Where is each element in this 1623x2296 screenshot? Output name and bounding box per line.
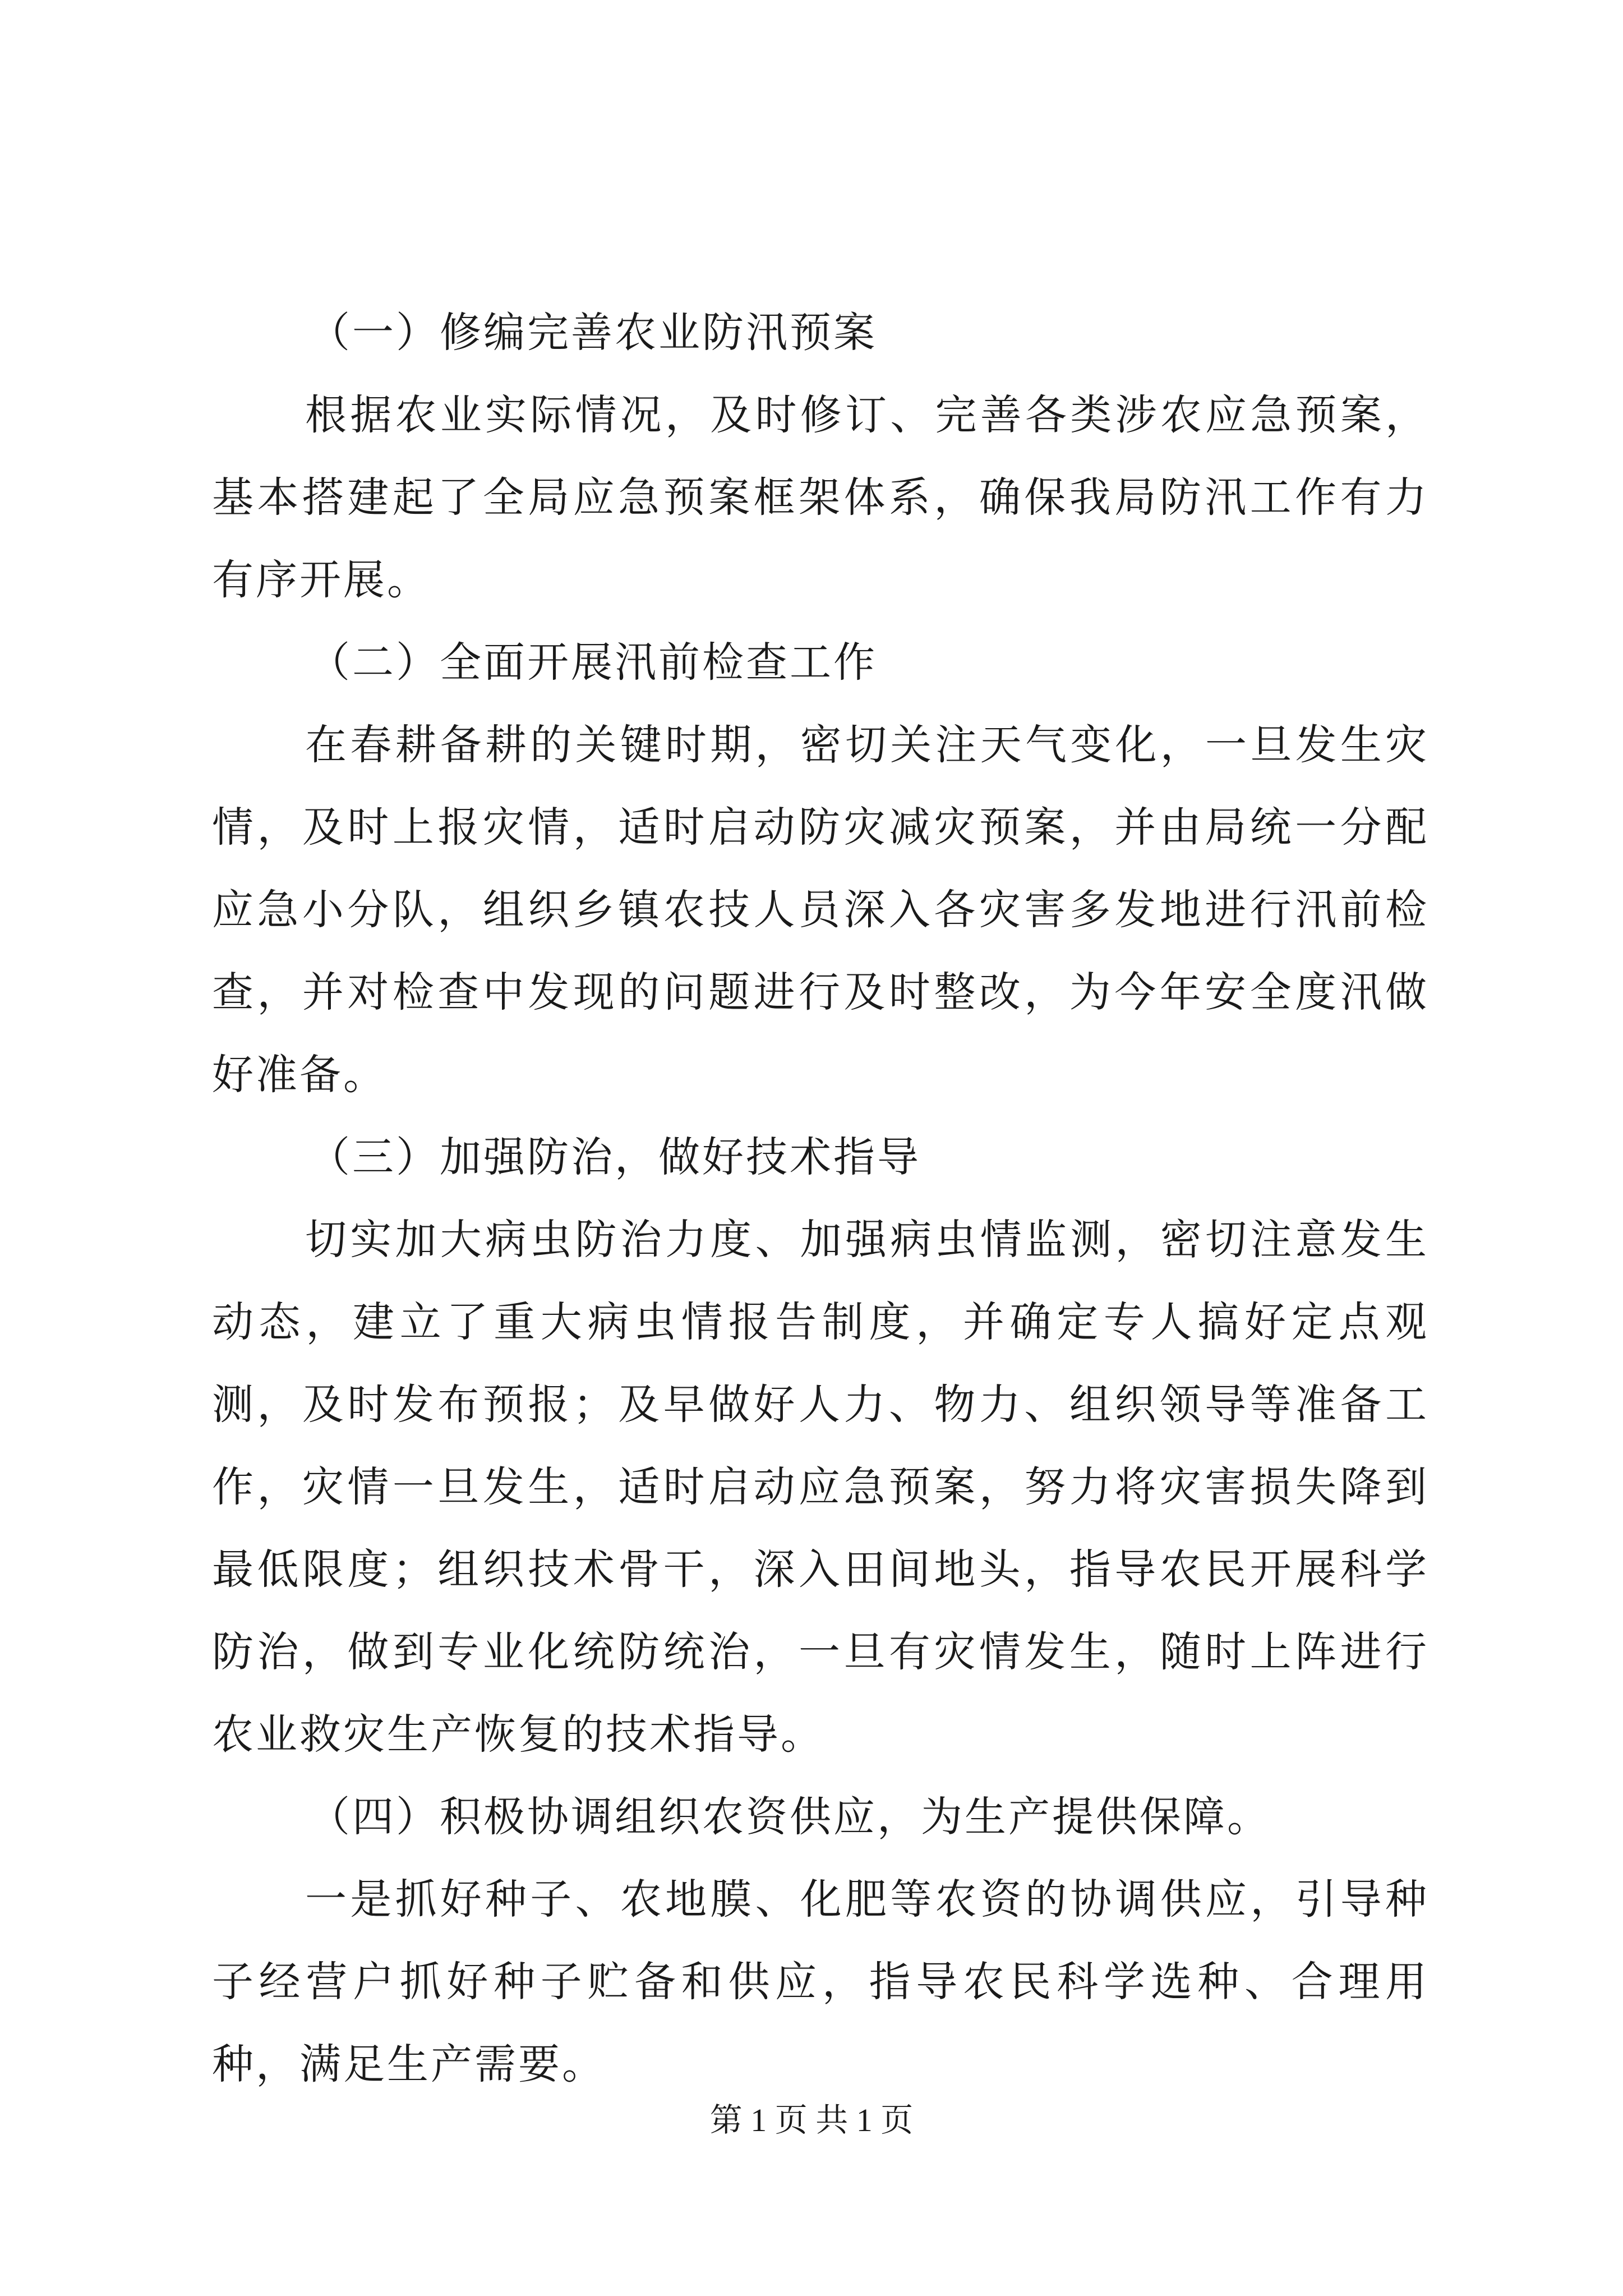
section-heading-3: （三）加强防治，做好技术指导 [308,1133,921,1181]
section-paragraph-1: 根据农业实际情况，及时修订、完善各类涉农应急预案，基本搭建起了全局应急预案框架体系，确保我局防汛工作有力有序开展。 [212,391,1429,604]
section-heading-4: （四）积极协调组织农资供应，为生产提供保障。 [308,1793,1271,1841]
document-body [212,292,1429,2106]
page-footer: 第 1 页 共 1 页 [709,2102,914,2138]
section-heading-2: （二）全面开展汛前检查工作 [308,638,877,687]
section-heading-1: （一）修编完善农业防汛预案 [308,309,877,357]
section-paragraph-2: 在春耕备耕的关键时期，密切关注天气变化，一旦发生灾情，及时上报灾情，适时启动防灾减灾预案，并由局统一分配应急小分队，组织乡镇农技人员深入各灾害多发地进行汛前检查，并对检查中发现的问题进行及时整改，为今年安全度汛做好准备。 [212,721,1429,1099]
section-paragraph-3: 切实加大病虫防治力度、加强病虫情监测，密切注意发生动态，建立了重大病虫情报告制度，并确定专人搞好定点观测，及时发布预报；及早做好人力、物力、组织领导等准备工作，灾情一旦发生，适时启动应急预案，努力将灾害损失降到最低限度；组织技术骨干，深入田间地头，指导农民开展科学防治，做到专业化统防统治，一旦有灾情发生，随时上阵进行农业救灾生产恢复的技术指导。 [212,1216,1429,1759]
section-paragraph-4: 一是抓好种子、农地膜、化肥等农资的协调供应，引导种子经营户抓好种子贮备和供应，指导农民科学选种、合理用种，满足生产需要。 [212,1875,1429,2088]
